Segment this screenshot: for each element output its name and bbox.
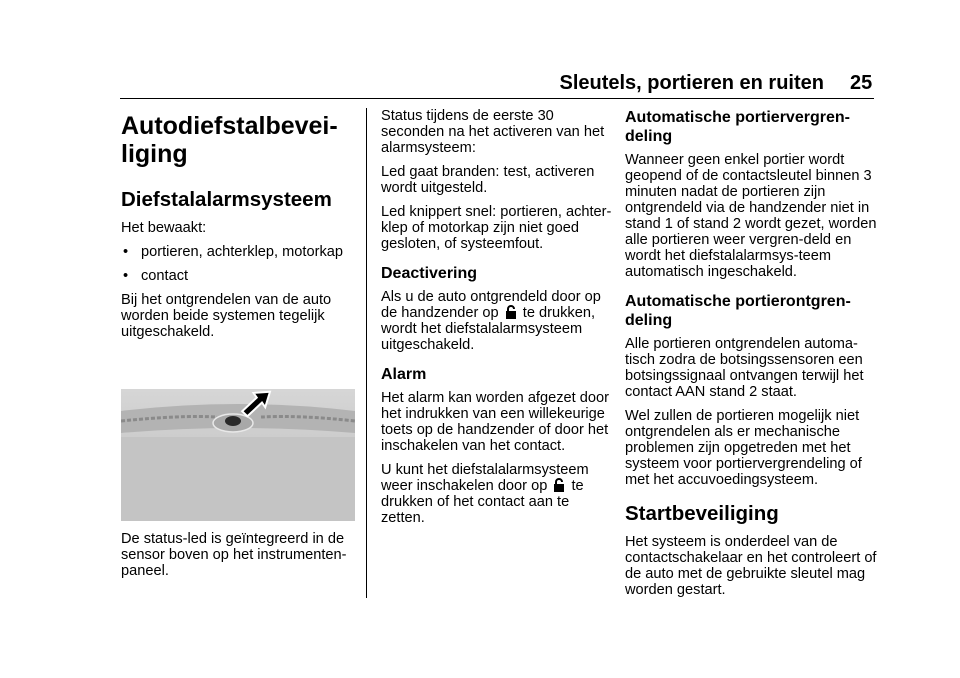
column-2: [381, 108, 617, 534]
list-item: [121, 268, 357, 284]
header-rule: [120, 98, 874, 99]
paragraph: Het alarm kan worden afgezet door het indrukken van een willekeurige toets op de handzender of door het inschakelen van het contact.: [381, 390, 609, 454]
text-run: te drukken of het contact aan te zetten.: [381, 478, 584, 526]
paragraph: Led knippert snel: portieren, achter-klep of motorkap zijn niet goed gesloten, of systeemfout.: [381, 204, 612, 252]
arrow-icon: [229, 389, 281, 431]
text-run: U kunt het diefstalalarmsysteem weer inschakelen door op: [381, 462, 589, 494]
paragraph: Wel zullen de portieren mogelijk niet ontgrendelen als er mechanische problemen zijn opgetreden met het systeem voor portiervergrendeling of met het accuvoedingsysteem.: [625, 408, 862, 488]
paragraph: Status tijdens de eerste 30 seconden na het activeren van het alarmsysteem:: [381, 108, 605, 156]
page-number: 25: [850, 72, 873, 94]
list-item-text: portieren, achterklep, motorkap: [141, 244, 343, 260]
text-run: te drukken, wordt het diefstalalarmsysteem uitgeschakeld.: [381, 305, 595, 353]
section-title: Autodiefstalbevei- liging: [121, 112, 338, 168]
paragraph: [381, 462, 617, 526]
list-item-text: contact: [141, 268, 189, 284]
chapter-title: Sleutels, portieren en ruiten: [559, 72, 824, 94]
list-item: [121, 244, 357, 260]
paragraph: Het systeem is onderdeel van de contactschakelaar en het controleert of de auto met de gebruikte sleutel mag worden gestart.: [625, 534, 877, 598]
heading-automatic-unlock: Automatische portierontgren- deling: [625, 293, 851, 329]
paragraph: Wanneer geen enkel portier wordt geopend of de contactsleutel binnen 3 minuten nadat de portieren zijn ontgrendeld via de handzender niet in stand 1 of stand 2 wordt gezet, worden alle portieren weer vergren-deld en wordt het diefstalalarmsys-teem automatisch ingeschakeld.: [625, 152, 877, 280]
heading-alarm: Alarm: [381, 366, 427, 383]
paragraph: Het bewaakt:: [121, 220, 207, 236]
paragraph: [381, 289, 617, 353]
column-divider: [366, 108, 367, 598]
column-3: [625, 108, 877, 606]
heading-deactivering: Deactivering: [381, 265, 478, 282]
unlock-key-icon: [553, 478, 565, 492]
subsection-title: Diefstalalarmsysteem: [121, 188, 332, 211]
unlock-key-icon: [505, 305, 517, 319]
text-run: Als u de auto ontgrendeld door op de handzender op: [381, 289, 601, 321]
dashboard-sensor-image: [121, 389, 355, 521]
bullet-symbol: •: [123, 268, 129, 284]
paragraph: Alle portieren ontgrendelen automa-tisch zodra de botsingssensoren een botsingssignaal ontvangen terwijl het contact AAN stand 2 staat.: [625, 336, 864, 400]
paragraph: Bij het ontgrendelen van de auto worden beide systemen tegelijk uitgeschakeld.: [121, 292, 332, 340]
page-header: [0, 72, 960, 96]
bullet-symbol: •: [123, 244, 129, 260]
column-1: [121, 108, 357, 348]
heading-automatic-relock: Automatische portiervergren- deling: [625, 109, 850, 145]
heading-startbeveiliging: Startbeveiliging: [625, 502, 779, 525]
paragraph: Led gaat branden: test, activeren wordt uitgesteld.: [381, 164, 595, 196]
image-caption: De status-led is geïntegreerd in de sensor boven op het instrumenten-paneel.: [121, 531, 347, 579]
